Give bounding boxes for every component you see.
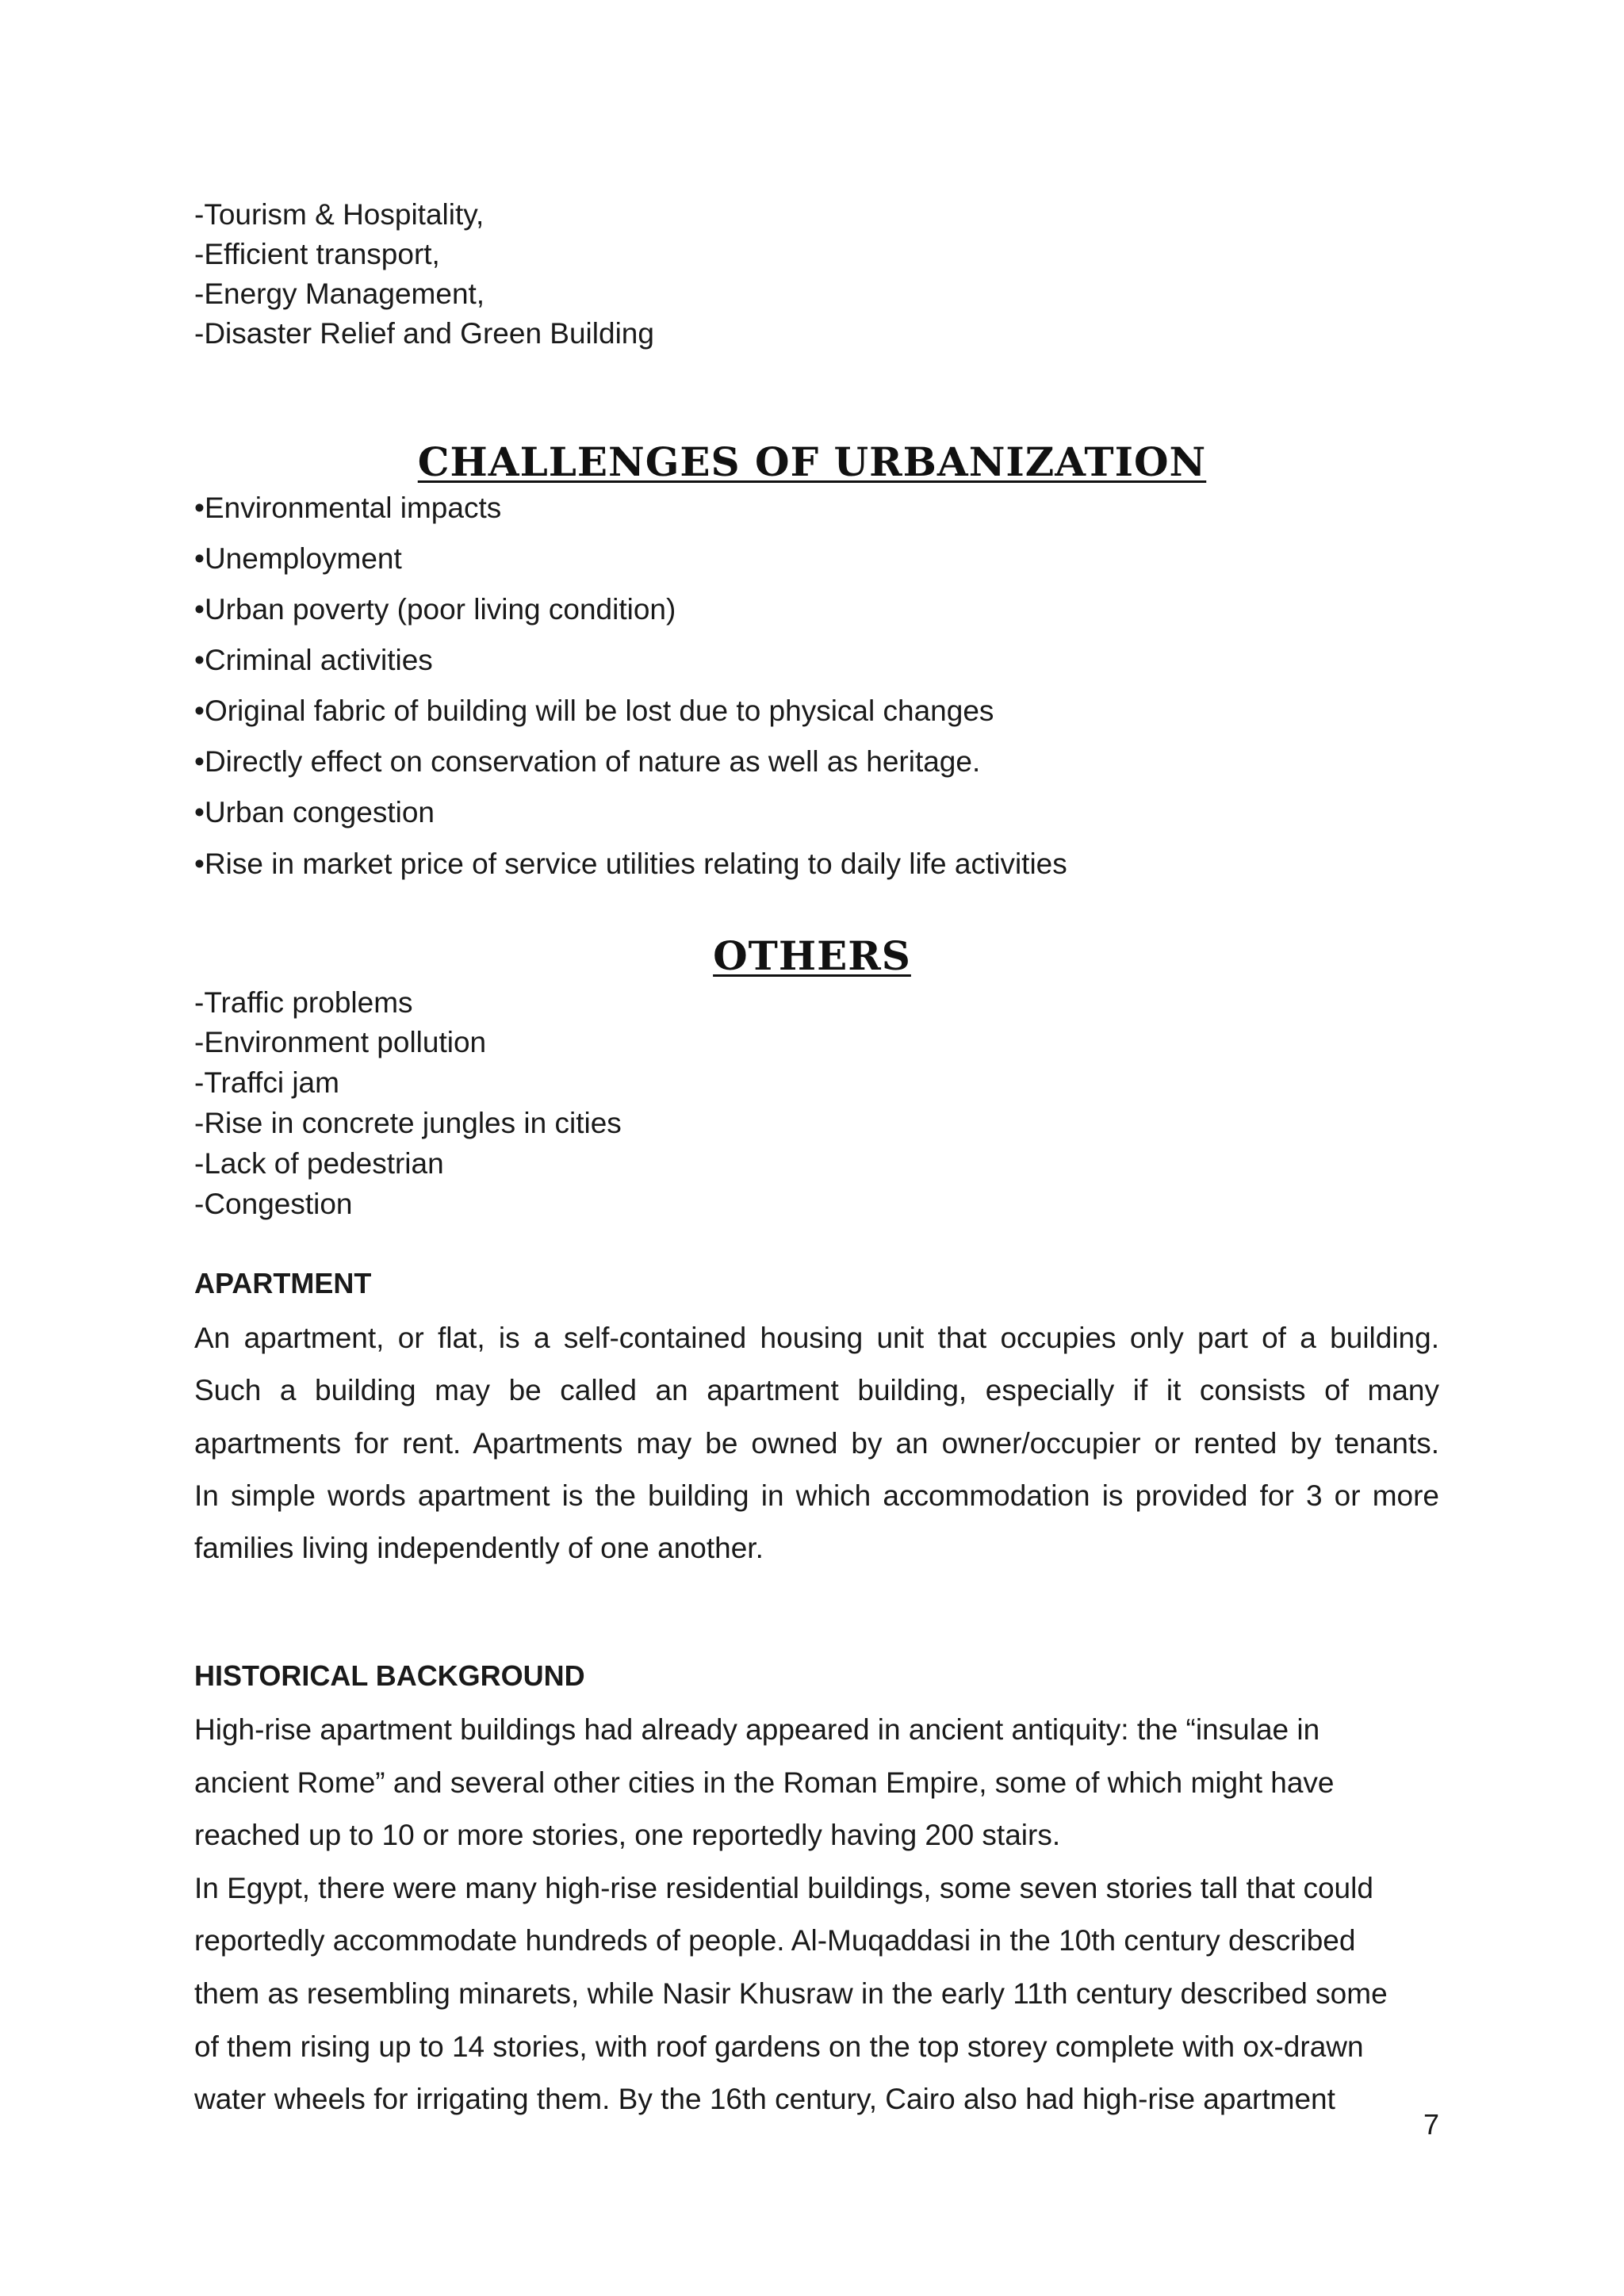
- apartment-paragraph-line: Such a building may be called an apartment building, especially if it consists of many: [194, 1374, 1439, 1406]
- intro-list-item: -Efficient transport,: [194, 238, 440, 270]
- challenge-item: •Directly effect on conservation of nature as well as heritage.: [194, 745, 981, 778]
- challenge-item: •Criminal activities: [194, 644, 433, 676]
- challenge-item: •Original fabric of building will be lost due to physical changes: [194, 695, 994, 727]
- intro-list-item: -Disaster Relief and Green Building: [194, 317, 654, 350]
- historical-paragraph-line: them as resembling minarets, while Nasir Khusraw in the early 11th century described some: [194, 1977, 1388, 2010]
- historical-paragraph-line: High-rise apartment buildings had already appeared in ancient antiquity: the “insulae in: [194, 1713, 1320, 1746]
- others-item: -Congestion: [194, 1188, 353, 1220]
- apartment-paragraph-line: apartments for rent. Apartments may be owned by an owner/occupier or rented by tenants.: [194, 1427, 1439, 1460]
- challenge-item: •Environmental impacts: [194, 492, 502, 524]
- challenges-heading: CHALLENGES OF URBANIZATION: [417, 438, 1207, 485]
- challenge-item: •Unemployment: [194, 542, 402, 575]
- historical-paragraph-line: reached up to 10 or more stories, one reportedly having 200 stairs.: [194, 1819, 1061, 1851]
- apartment-paragraph-line: families living independently of one another.: [194, 1532, 764, 1564]
- historical-paragraph-line: ancient Rome” and several other cities in the Roman Empire, some of which might have: [194, 1766, 1335, 1799]
- historical-paragraph-line: of them rising up to 14 stories, with roof gardens on the top storey complete with ox-drawn: [194, 2030, 1364, 2063]
- others-item: -Traffci jam: [194, 1066, 339, 1099]
- challenge-item: •Urban poverty (poor living condition): [194, 593, 676, 626]
- others-heading: OTHERS: [713, 932, 911, 979]
- others-item: -Traffic problems: [194, 986, 413, 1019]
- others-item: -Lack of pedestrian: [194, 1147, 444, 1180]
- page-number: 7: [1423, 2108, 1439, 2141]
- apartment-paragraph-line: An apartment, or flat, is a self-contained housing unit that occupies only part of a building.: [194, 1322, 1439, 1354]
- others-item: -Rise in concrete jungles in cities: [194, 1107, 622, 1139]
- historical-paragraph-line: water wheels for irrigating them. By the 16th century, Cairo also had high-rise apartment: [194, 2083, 1335, 2115]
- historical-background-heading: HISTORICAL BACKGROUND: [194, 1659, 585, 1692]
- apartment-heading: APARTMENT: [194, 1267, 372, 1299]
- intro-list-item: -Energy Management,: [194, 277, 485, 310]
- historical-paragraph-line: reportedly accommodate hundreds of people. Al-Muqaddasi in the 10th century described: [194, 1924, 1356, 1957]
- intro-list-item: -Tourism & Hospitality,: [194, 198, 485, 231]
- others-item: -Environment pollution: [194, 1026, 487, 1058]
- challenge-item: •Urban congestion: [194, 796, 435, 828]
- apartment-paragraph-line: In simple words apartment is the building in which accommodation is provided for 3 or more: [194, 1479, 1439, 1512]
- historical-paragraph-line: In Egypt, there were many high-rise residential buildings, some seven stories tall that could: [194, 1872, 1373, 1904]
- challenge-item: •Rise in market price of service utilities relating to daily life activities: [194, 848, 1067, 880]
